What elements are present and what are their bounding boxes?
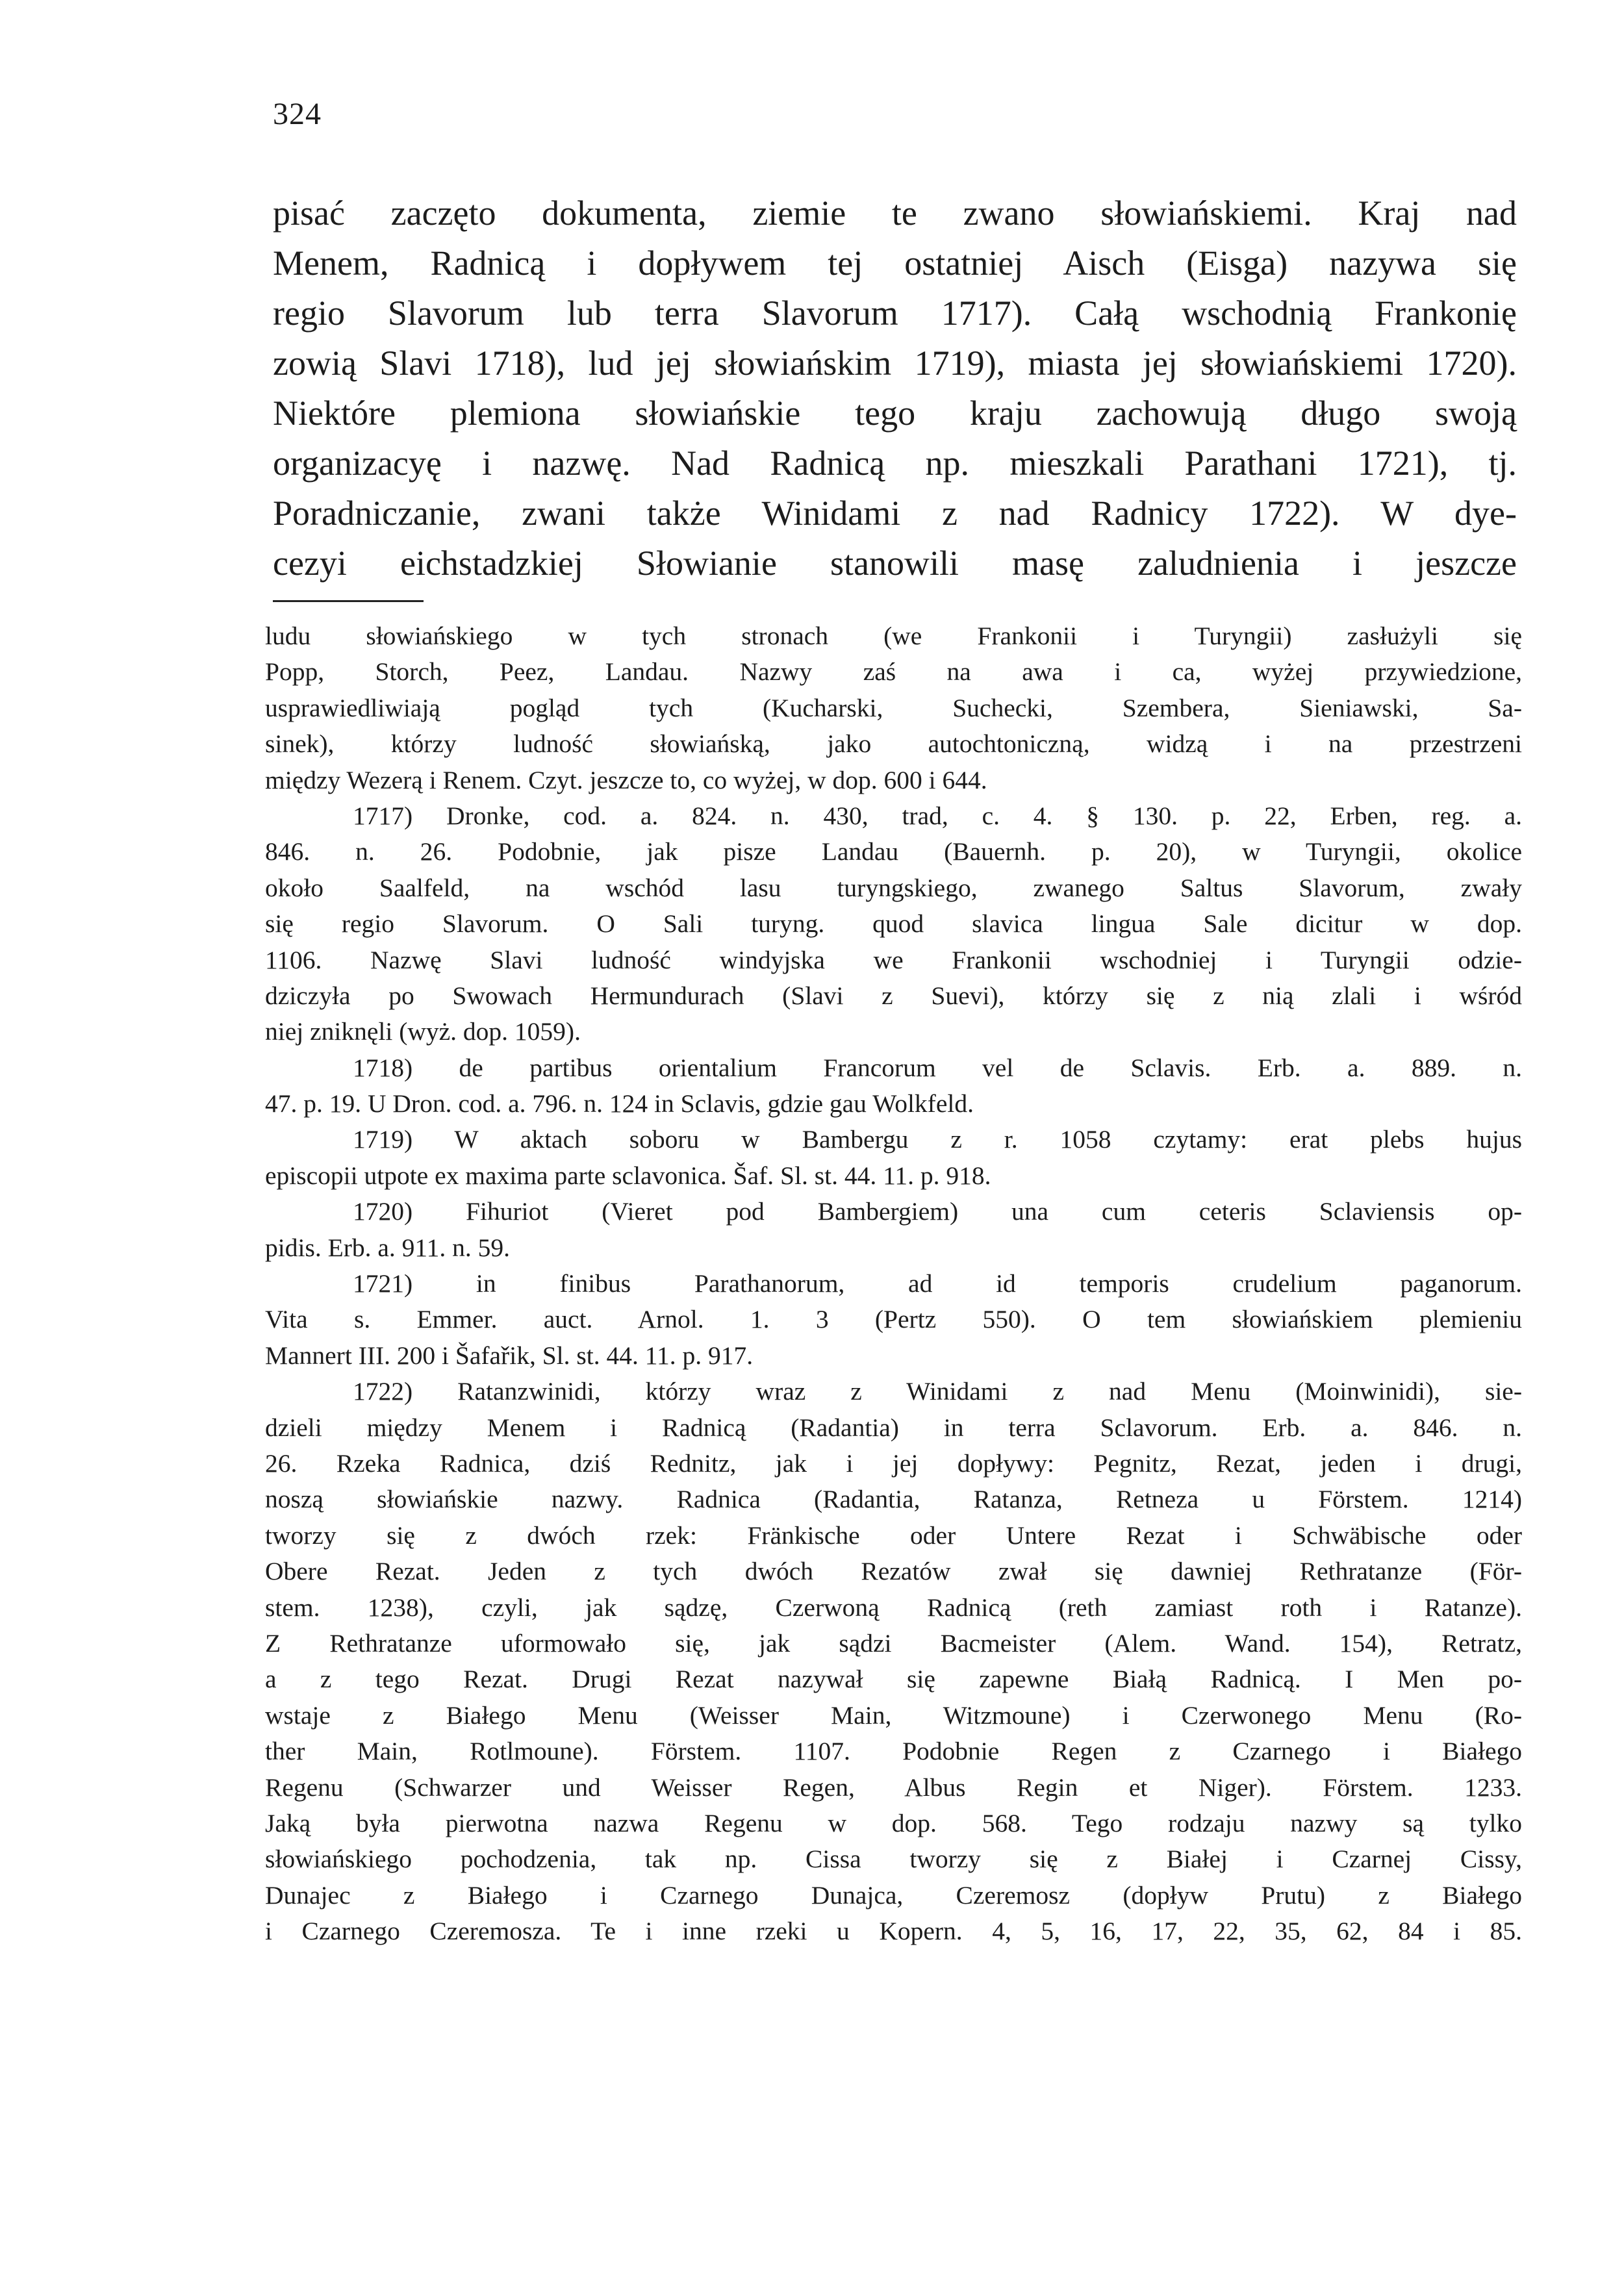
footnote-line: stem. 1238), czyli, jak sądzę, Czerwoną Radnicą (reth zamiast roth i Ratanze). — [265, 1593, 1522, 1622]
footnote-line: ther Main, Rotlmoune). Förstem. 1107. Podobnie Regen z Czarnego i Białego — [265, 1737, 1522, 1766]
footnote-line: ludu słowiańskiego w tych stronach (we Frankonii i Turyngii) zasłużyli się — [265, 622, 1522, 650]
footnote-line: słowiańskiego pochodzenia, tak np. Cissa tworzy się z Białej i Czarnej Cissy, — [265, 1845, 1522, 1874]
footnote-line: pidis. Erb. a. 911. n. 59. — [265, 1233, 511, 1262]
main-text-line: pisać zaczęto dokumenta, ziemie te zwano słowiańskiemi. Kraj nad — [273, 194, 1517, 233]
footnote-line: 47. p. 19. U Dron. cod. a. 796. n. 124 in Sclavis, gdzie gau Wolkfeld. — [265, 1089, 974, 1118]
main-text — [273, 188, 1517, 588]
footnote-line: Jaką była pierwotna nazwa Regenu w dop. 568. Tego rodzaju nazwy są tylko — [265, 1808, 1522, 1837]
footnote-line: i Czarnego Czeremosza. Te i inne rzeki u Kopern. 4, 5, 16, 17, 22, 35, 62, 84 i 85. — [265, 1917, 1522, 1946]
footnote-line: Vita s. Emmer. auct. Arnol. 1. 3 (Pertz 550). O tem słowiańskiem plemieniu — [265, 1305, 1522, 1334]
main-text-line: Menem, Radnicą i dopływem tej ostatniej Aisch (Eisga) nazywa się — [273, 244, 1517, 283]
footnote-line: się regio Slavorum. O Sali turyng. quod slavica lingua Sale dicitur w dop. — [265, 909, 1522, 939]
footnote-line: tworzy się z dwóch rzek: Fränkische oder Untere Rezat i Schwäbische oder — [265, 1520, 1522, 1550]
page-number: 324 — [273, 97, 322, 131]
footnote-line: wstaje z Białego Menu (Weisser Main, Witzmoune) i Czerwonego Menu (Ro- — [265, 1700, 1522, 1730]
footnote-line: około Saalfeld, na wschód lasu turyngskiego, zwanego Saltus Slavorum, zwały — [265, 873, 1522, 902]
footnote-line: Obere Rezat. Jeden z tych dwóch Rezatów zwał się dawniej Rethratanze (För- — [265, 1557, 1522, 1586]
footnote-1721-start: 1721) in finibus Parathanorum, ad id temporis crudelium paganorum. — [353, 1269, 1522, 1298]
main-text-line: Poradniczanie, zwani także Winidami z nad Radnicy 1722). W dye- — [273, 494, 1517, 533]
footnote-line: niej zniknęli (wyż. dop. 1059). — [265, 1017, 581, 1046]
footnote-1718-start: 1718) de partibus orientalium Francorum vel de Sclavis. Erb. a. 889. n. — [353, 1053, 1522, 1082]
footnote-line: dziczyła po Swowach Hermundurach (Slavi z Suevi), którzy się z nią zlali i wśród — [265, 981, 1522, 1010]
main-text-line: organizacyę i nazwę. Nad Radnicą np. mieszkali Parathani 1721), tj. — [273, 444, 1517, 483]
footnote-line: sinek), którzy ludność słowiańską, jako autochtoniczną, widzą i na przestrzeni — [265, 729, 1522, 759]
footnote-line: między Wezerą i Renem. Czyt. jeszcze to, co wyżej, w dop. 600 i 644. — [265, 765, 987, 794]
footnote-1722-start: 1722) Ratanzwinidi, którzy wraz z Winidami z nad Menu (Moinwinidi), sie- — [353, 1377, 1522, 1406]
footnote-line: noszą słowiańskie nazwy. Radnica (Radantia, Ratanza, Retneza u Förstem. 1214) — [265, 1485, 1522, 1514]
main-text-line: Niektóre plemiona słowiańskie tego kraju zachowują długo swoją — [273, 394, 1517, 433]
footnote-line: dzieli między Menem i Radnicą (Radantia) in terra Sclavorum. Erb. a. 846. n. — [265, 1413, 1522, 1442]
footnote-line: a z tego Rezat. Drugi Rezat nazywał się zapewne Białą Radnicą. I Men po- — [265, 1665, 1522, 1694]
footnote-line: 1106. Nazwę Slavi ludność windyjska we Frankonii wschodniej i Turyngii odzie- — [265, 945, 1522, 974]
footnote-line: Mannert III. 200 i Šafařik, Sl. st. 44. 11. p. 917. — [265, 1341, 754, 1370]
footnote-line: usprawiedliwiają pogląd tych (Kucharski, Suchecki, Szembera, Sieniawski, Sa- — [265, 693, 1522, 722]
main-text-line: regio Slavorum lub terra Slavorum 1717). Całą wschodnią Frankonię — [273, 294, 1517, 333]
footnote-line: episcopii utpote ex maxima parte sclavonica. Šaf. Sl. st. 44. 11. p. 918. — [265, 1161, 991, 1190]
footnote-line: 26. Rzeka Radnica, dziś Rednitz, jak i jej dopływy: Pegnitz, Rezat, jeden i drugi, — [265, 1448, 1522, 1478]
footnote-1719-start: 1719) W aktach soboru w Bambergu z r. 1058 czytamy: erat plebs hujus — [353, 1125, 1522, 1154]
main-text-line: zowią Slavi 1718), lud jej słowiańskim 1719), miasta jej słowiańskiemi 1720). — [273, 344, 1517, 383]
footnote-separator — [273, 600, 424, 602]
footnote-1720-start: 1720) Fihuriot (Vieret pod Bambergiem) una cum ceteris Sclaviensis op- — [353, 1197, 1522, 1226]
footnote-line: Z Rethratanze uformowało się, jak sądzi Bacmeister (Alem. Wand. 154), Retratz, — [265, 1628, 1522, 1658]
footnote-line: Popp, Storch, Peez, Landau. Nazwy zaś na awa i ca, wyżej przywiedzione, — [265, 657, 1522, 687]
footnote-line: Dunajec z Białego i Czarnego Dunajca, Czeremosz (dopływ Prutu) z Białego — [265, 1880, 1522, 1910]
main-text-line: cezyi eichstadzkiej Słowianie stanowili masę zaludnienia i jeszcze — [273, 544, 1517, 583]
footnote-1717-start: 1717) Dronke, cod. a. 824. n. 430, trad, c. 4. § 130. p. 22, Erben, reg. a. — [353, 801, 1522, 830]
footnote-line: Regenu (Schwarzer und Weisser Regen, Albus Regin et Niger). Förstem. 1233. — [265, 1772, 1522, 1802]
footnotes — [265, 618, 1522, 1949]
footnote-line: 846. n. 26. Podobnie, jak pisze Landau (Bauernh. p. 20), w Turyngii, okolice — [265, 837, 1522, 866]
